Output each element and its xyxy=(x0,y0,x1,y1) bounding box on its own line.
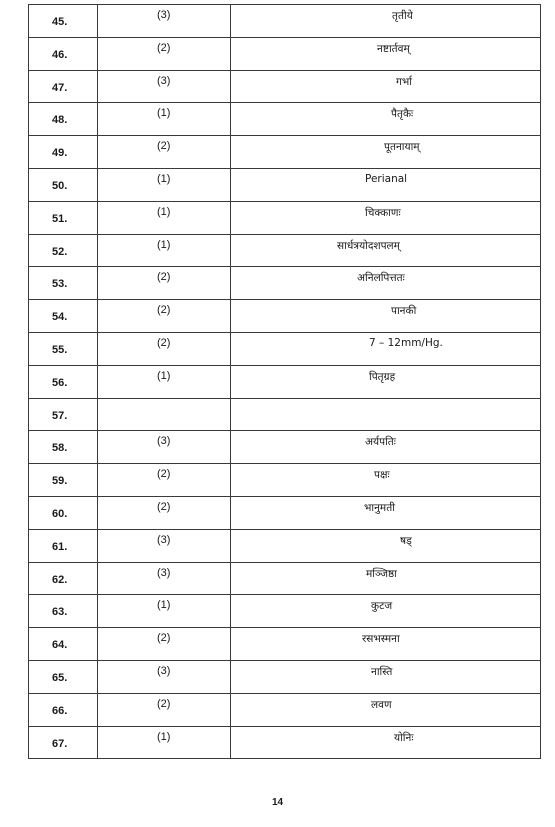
answer-text: पानकी xyxy=(391,305,417,318)
answer-cell xyxy=(231,70,541,103)
answer-text: भानुमती xyxy=(364,501,395,514)
question-number-cell xyxy=(29,201,98,234)
option-cell xyxy=(98,529,231,562)
answer-cell xyxy=(231,5,541,38)
option-cell xyxy=(98,398,231,431)
question-number-cell xyxy=(29,267,98,300)
table-row xyxy=(29,398,541,431)
question-number: 51. xyxy=(52,212,68,225)
table-row xyxy=(29,726,541,759)
table-row xyxy=(29,201,541,234)
question-number-cell xyxy=(29,398,98,431)
option-number: (3) xyxy=(157,435,171,448)
question-number-cell xyxy=(29,300,98,333)
option-number: (1) xyxy=(157,107,171,120)
answer-text: कुटज xyxy=(371,600,393,613)
option-cell xyxy=(98,726,231,759)
option-cell xyxy=(98,693,231,726)
answer-cell xyxy=(231,234,541,267)
answer-text: तृतीये xyxy=(392,10,413,22)
question-number: 67. xyxy=(52,737,68,750)
answer-text: अनिलपित्ततः xyxy=(357,272,405,285)
option-cell xyxy=(98,136,231,169)
question-number-cell xyxy=(29,136,98,169)
option-cell xyxy=(98,562,231,595)
answer-text: पूतनायाम् xyxy=(384,141,420,154)
answer-cell xyxy=(231,726,541,759)
question-number: 60. xyxy=(52,507,68,520)
option-cell xyxy=(98,103,231,136)
answer-text: Perianal xyxy=(365,172,408,185)
option-number: (1) xyxy=(157,599,171,612)
answer-cell xyxy=(231,332,541,365)
question-number: 45. xyxy=(52,16,68,28)
option-cell xyxy=(98,168,231,201)
option-number: (2) xyxy=(157,468,171,481)
answer-text: सार्धत्रयोदशपलम् xyxy=(337,239,400,252)
question-number-cell xyxy=(29,595,98,628)
option-number: (1) xyxy=(157,369,171,382)
table-row xyxy=(29,496,541,529)
answer-text: अर्यपतिः xyxy=(365,436,396,449)
question-number-cell xyxy=(29,70,98,103)
answer-text: पैतृकैः xyxy=(391,108,414,121)
question-number: 46. xyxy=(52,48,68,61)
option-number: (3) xyxy=(157,533,171,546)
question-number-cell xyxy=(29,496,98,529)
question-number: 50. xyxy=(52,179,68,192)
question-number: 64. xyxy=(52,639,68,652)
question-number-cell xyxy=(29,5,98,38)
table-row xyxy=(29,693,541,726)
answer-cell xyxy=(231,595,541,628)
question-number-cell xyxy=(29,234,98,267)
option-number: (1) xyxy=(157,730,171,743)
answer-text: नास्ति xyxy=(371,665,393,678)
option-number: (2) xyxy=(157,336,171,349)
option-cell xyxy=(98,595,231,628)
option-number: (1) xyxy=(157,205,171,218)
answer-cell xyxy=(231,660,541,693)
answer-text: लवण xyxy=(371,698,392,711)
option-number: (3) xyxy=(157,566,171,579)
answer-cell xyxy=(231,431,541,464)
option-number: (3) xyxy=(157,74,171,87)
table-row xyxy=(29,660,541,693)
answer-text xyxy=(231,399,540,403)
question-number-cell xyxy=(29,37,98,70)
answer-cell xyxy=(231,136,541,169)
option-number: (2) xyxy=(157,41,171,54)
option-number: (1) xyxy=(157,238,171,251)
question-number-cell xyxy=(29,464,98,497)
table-row xyxy=(29,464,541,497)
question-number: 62. xyxy=(52,573,68,586)
table-row xyxy=(29,5,541,38)
question-number-cell xyxy=(29,726,98,759)
question-number: 47. xyxy=(52,81,68,94)
question-number-cell xyxy=(29,103,98,136)
table-row xyxy=(29,431,541,464)
answer-cell xyxy=(231,628,541,661)
answer-text: योनिः xyxy=(394,731,414,744)
option-cell xyxy=(98,496,231,529)
answer-key-table xyxy=(28,4,541,759)
option-number: (2) xyxy=(157,140,171,153)
question-number: 63. xyxy=(52,606,68,619)
option-cell xyxy=(98,234,231,267)
option-number: (2) xyxy=(157,632,171,645)
question-number-cell xyxy=(29,529,98,562)
answer-cell xyxy=(231,496,541,529)
option-number: (1) xyxy=(157,172,171,185)
option-number: (2) xyxy=(157,304,171,317)
option-cell xyxy=(98,201,231,234)
table-row xyxy=(29,628,541,661)
answer-cell xyxy=(231,693,541,726)
option-cell xyxy=(98,70,231,103)
question-number-cell xyxy=(29,332,98,365)
question-number-cell xyxy=(29,660,98,693)
option-number: (2) xyxy=(157,500,171,513)
answer-text: मञ्जिष्ठा xyxy=(366,567,397,580)
question-number: 65. xyxy=(52,671,68,684)
answer-text: षड् xyxy=(400,534,412,547)
option-cell xyxy=(98,300,231,333)
answer-cell xyxy=(231,37,541,70)
answer-text: 7 – 12mm/Hg. xyxy=(369,336,443,349)
question-number: 53. xyxy=(52,278,68,291)
answer-cell xyxy=(231,398,541,431)
answer-text: चिक्काणः xyxy=(365,206,401,219)
table-row xyxy=(29,168,541,201)
table-row xyxy=(29,300,541,333)
option-cell xyxy=(98,628,231,661)
option-cell xyxy=(98,267,231,300)
table-row xyxy=(29,529,541,562)
question-number-cell xyxy=(29,628,98,661)
question-number: 66. xyxy=(52,704,68,717)
answer-text: पितृग्रह xyxy=(369,370,396,383)
table-row xyxy=(29,136,541,169)
question-number: 55. xyxy=(52,343,68,356)
option-cell xyxy=(98,660,231,693)
option-number: (3) xyxy=(157,9,171,21)
question-number: 58. xyxy=(52,442,68,455)
answer-cell xyxy=(231,267,541,300)
answer-cell xyxy=(231,529,541,562)
answer-text: गर्भा xyxy=(396,75,413,88)
answer-cell xyxy=(231,562,541,595)
answer-text: नष्टार्तवम् xyxy=(377,42,410,55)
table-row xyxy=(29,37,541,70)
question-number: 61. xyxy=(52,540,68,553)
option-number xyxy=(98,399,230,403)
table-row xyxy=(29,595,541,628)
question-number: 59. xyxy=(52,475,68,488)
question-number: 48. xyxy=(52,114,68,127)
table-row xyxy=(29,332,541,365)
option-number: (2) xyxy=(157,697,171,710)
option-cell xyxy=(98,365,231,398)
option-number: (2) xyxy=(157,271,171,284)
question-number: 57. xyxy=(52,409,68,422)
page-number: 14 xyxy=(271,797,284,808)
option-cell xyxy=(98,332,231,365)
answer-cell xyxy=(231,300,541,333)
answer-text: पक्षः xyxy=(374,469,390,482)
table-row xyxy=(29,562,541,595)
question-number-cell xyxy=(29,693,98,726)
question-number: 56. xyxy=(52,376,68,389)
table-row xyxy=(29,103,541,136)
table-row xyxy=(29,234,541,267)
option-cell xyxy=(98,37,231,70)
question-number: 52. xyxy=(52,245,68,258)
answer-cell xyxy=(231,168,541,201)
option-cell xyxy=(98,464,231,497)
option-cell xyxy=(98,431,231,464)
table-row xyxy=(29,365,541,398)
answer-cell xyxy=(231,103,541,136)
option-cell xyxy=(98,5,231,38)
question-number-cell xyxy=(29,365,98,398)
table-row xyxy=(29,70,541,103)
question-number: 54. xyxy=(52,311,68,324)
table-row xyxy=(29,267,541,300)
question-number-cell xyxy=(29,168,98,201)
question-number: 49. xyxy=(52,147,68,160)
answer-cell xyxy=(231,464,541,497)
answer-text: रसभस्मना xyxy=(362,633,400,646)
answer-cell xyxy=(231,365,541,398)
question-number-cell xyxy=(29,431,98,464)
answer-cell xyxy=(231,201,541,234)
option-number: (3) xyxy=(157,664,171,677)
question-number-cell xyxy=(29,562,98,595)
